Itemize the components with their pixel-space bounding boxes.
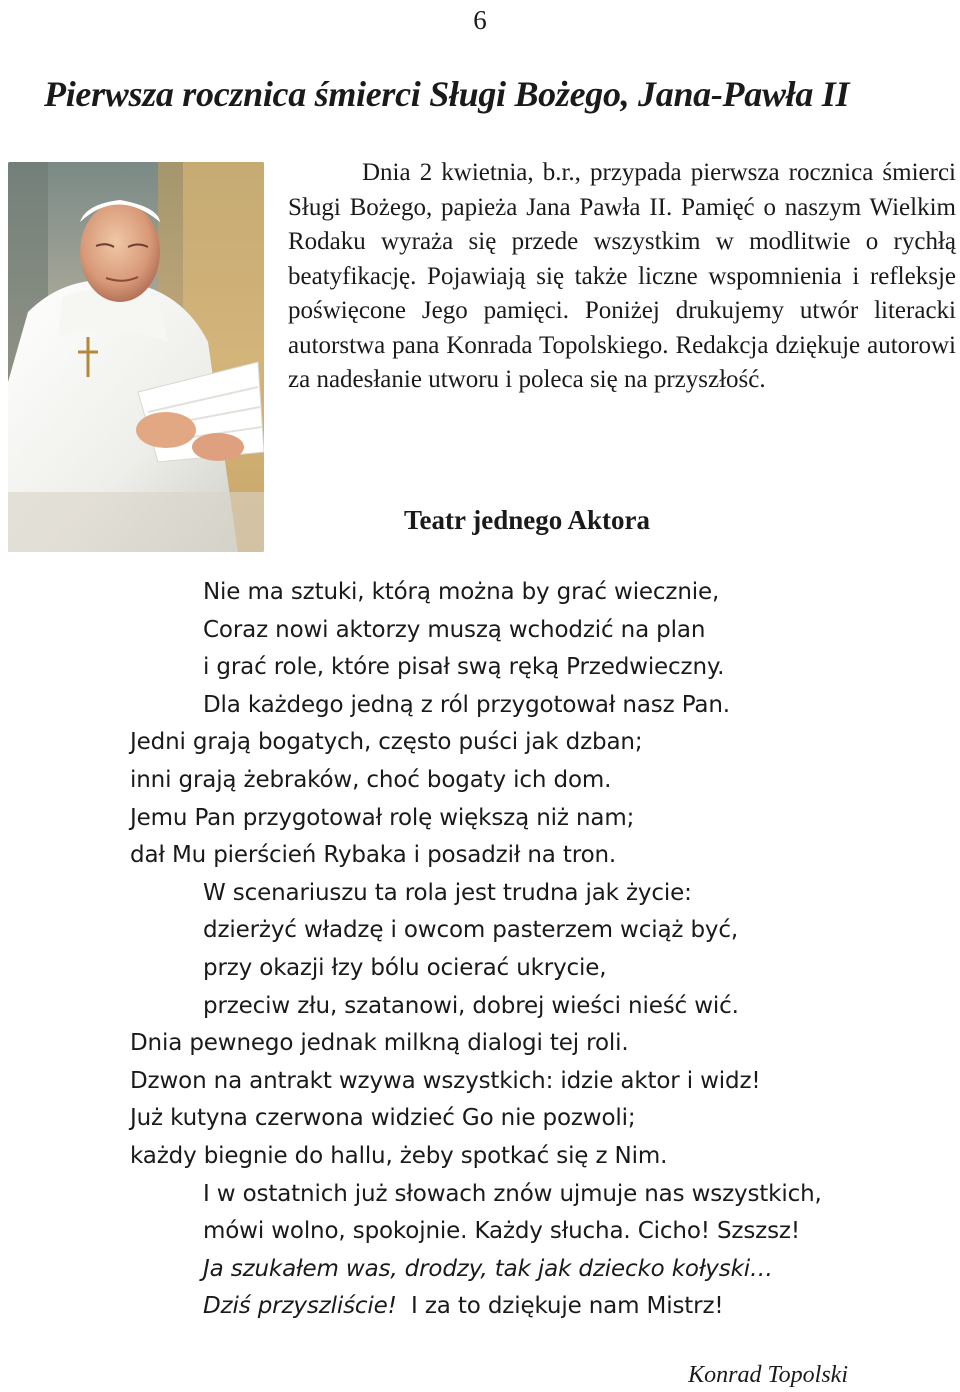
poem-line: dał Mu pierścień Rybaka i posadził na tron. <box>130 842 617 869</box>
poem-line: Ja szukałem was, drodzy, tak jak dziecko kołyski… <box>203 1255 773 1282</box>
poem-line: każdy biegnie do hallu, żeby spotkać się z Nim. <box>130 1142 668 1169</box>
poem-line: W scenariuszu ta rola jest trudna jak życie: <box>203 879 692 906</box>
page-number: 6 <box>473 5 487 35</box>
poem-line-final <box>0 1288 960 1326</box>
poem-line: i grać role, które pisał swą ręką Przedwieczny. <box>203 654 725 681</box>
poem-title: Teatr jednego Aktora <box>404 505 650 535</box>
poem-line: dzierżyć władzę i owcom pasterzem wciąż być, <box>203 917 739 944</box>
poem-body <box>0 574 960 1326</box>
poem-line-regular-part: I za to dziękuje nam Mistrz! <box>396 1293 724 1320</box>
poem-line: Coraz nowi aktorzy muszą wchodzić na plan <box>203 616 706 643</box>
poem-line: I w ostatnich już słowach znów ujmuje nas wszystkich, <box>203 1180 822 1207</box>
pope-portrait-image <box>8 162 264 552</box>
poem-line: Dnia pewnego jednak milkną dialogi tej roli. <box>130 1030 629 1057</box>
page-title: Pierwsza rocznica śmierci Sługi Bożego, Jana-Pawła II <box>44 74 850 114</box>
author-signature: Konrad Topolski <box>688 1362 848 1388</box>
intro-paragraph <box>288 156 956 398</box>
poem-line: mówi wolno, spokojnie. Każdy słucha. Cicho! Szszsz! <box>203 1218 800 1245</box>
intro-text: Dnia 2 kwietnia, b.r., przypada pierwsza rocznica śmierci Sługi Bożego, papieża Jana Pawła II. Pamięć o naszym Wielkim Rodaku wyraża się przede wszystkim w modlitwie o rychłą beatyfikację. Pojawiają się także liczne wspomnienia i refleksje poświęcone Jego pamięci. Poniżej drukujemy utwór literacki autorstwa pana Konrada Topolskiego. Redakcja dziękuje autorowi za nadesłanie utworu i poleca się na przyszłość. <box>288 159 956 393</box>
poem-line: Jedni grają bogatych, często puści jak dzban; <box>130 729 643 756</box>
poem-line: Już kutyna czerwona widzieć Go nie pozwoli; <box>130 1105 636 1132</box>
poem-line: Jemu Pan przygotował rolę większą niż nam; <box>130 804 635 831</box>
poem-line: Nie ma sztuki, którą można by grać wiecznie, <box>203 579 720 605</box>
poem-line: przy okazji łzy bólu ocierać ukrycie, <box>203 954 607 981</box>
poem-line: Dzwon na antrakt wzywa wszystkich: idzie aktor i widz! <box>130 1067 761 1094</box>
poem-line: przeciw złu, szatanowi, dobrej wieści nieść wić. <box>203 992 739 1019</box>
poem-line-italic-part: Dziś przyszliście! <box>203 1293 397 1320</box>
poem-line: Dla każdego jedną z ról przygotował nasz Pan. <box>203 691 730 718</box>
poem-line: inni grają żebraków, choć bogaty ich dom. <box>130 766 612 793</box>
